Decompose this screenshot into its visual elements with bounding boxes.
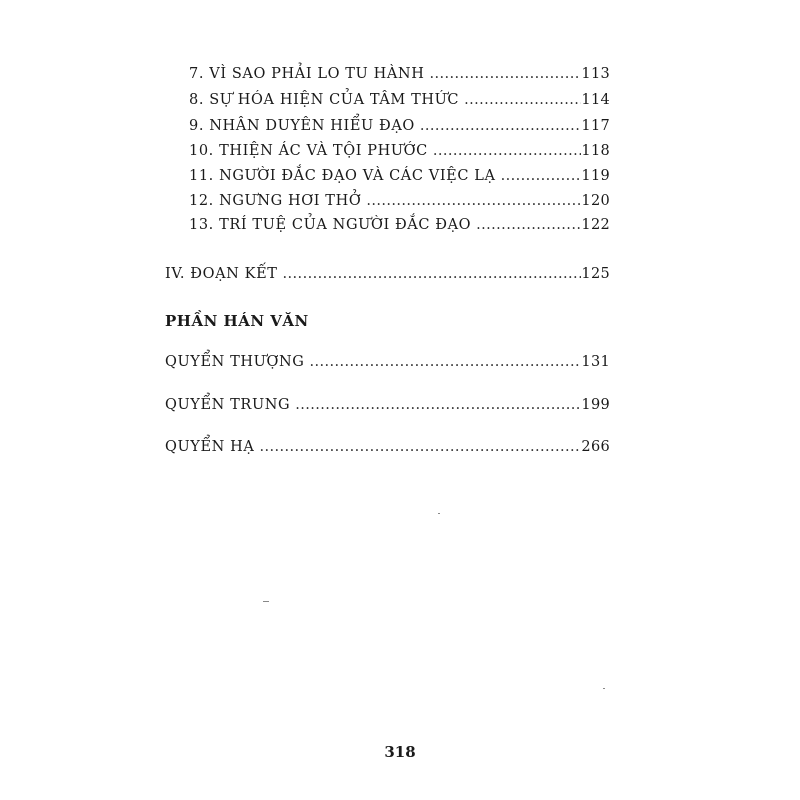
toc-entry-quyen-ha xyxy=(165,439,610,455)
toc-entry-label: 11. NGƯỜI ĐẮC ĐẠO VÀ CÁC VIỆC LẠ xyxy=(189,168,496,184)
dot-leader xyxy=(256,439,581,455)
toc-entry-part-iv xyxy=(165,266,610,282)
toc-entry-13 xyxy=(189,217,610,233)
toc-entry-label: 13. TRÍ TUỆ CỦA NGƯỜI ĐẮC ĐẠO xyxy=(189,217,472,233)
toc-entry-label: QUYỂN THƯỢNG xyxy=(165,354,305,370)
toc-entry-11 xyxy=(189,168,610,184)
dot-leader xyxy=(292,397,581,413)
toc-entry-page: 122 xyxy=(581,217,610,233)
dot-leader xyxy=(280,266,582,282)
dot-leader xyxy=(417,118,582,134)
toc-entry-page: 118 xyxy=(581,143,610,159)
toc-entry-label: IV. ĐOẠN KẾT xyxy=(165,266,278,282)
scan-speck xyxy=(438,513,440,514)
toc-entry-page: 117 xyxy=(581,118,610,134)
toc-entry-page: 266 xyxy=(581,439,610,455)
dot-leader xyxy=(430,143,582,159)
dot-leader xyxy=(461,92,581,108)
toc-entry-8 xyxy=(189,92,610,108)
dot-leader xyxy=(426,66,581,82)
toc-entry-page: 125 xyxy=(581,266,610,282)
toc-entry-quyen-trung xyxy=(165,397,610,413)
toc-entry-label: QUYỂN HẠ xyxy=(165,439,255,455)
toc-entry-label: 9. NHÂN DUYÊN HIỂU ĐẠO xyxy=(189,118,415,134)
toc-entry-page: 114 xyxy=(581,92,610,108)
scan-speck xyxy=(263,601,269,602)
toc-entry-9 xyxy=(189,118,610,134)
dot-leader xyxy=(363,193,581,209)
toc-entry-label: QUYỂN TRUNG xyxy=(165,397,291,413)
toc-entry-label: 7. VÌ SAO PHẢI LO TU HÀNH xyxy=(189,66,425,82)
toc-entry-page: 199 xyxy=(581,397,610,413)
dot-leader xyxy=(498,168,582,184)
toc-entry-page: 131 xyxy=(581,354,610,370)
toc-entry-label: 12. NGƯNG HƠI THỞ xyxy=(189,193,362,209)
toc-entry-page: 113 xyxy=(581,66,610,82)
toc-entry-10 xyxy=(189,143,610,159)
toc-entry-page: 120 xyxy=(581,193,610,209)
scan-speck xyxy=(603,688,605,689)
toc-entry-7 xyxy=(189,66,610,82)
toc-entry-12 xyxy=(189,193,610,209)
toc-entry-page: 119 xyxy=(581,168,610,184)
page-number: 318 xyxy=(384,743,416,761)
toc-entry-label: 10. THIỆN ÁC VÀ TỘI PHƯỚC xyxy=(189,143,428,159)
toc-entry-label: 8. SỰ HÓA HIỆN CỦA TÂM THỨC xyxy=(189,92,460,108)
dot-leader xyxy=(473,217,581,233)
toc-entry-quyen-thuong xyxy=(165,354,610,370)
section-heading: PHẦN HÁN VĂN xyxy=(165,312,309,330)
dot-leader xyxy=(306,354,581,370)
